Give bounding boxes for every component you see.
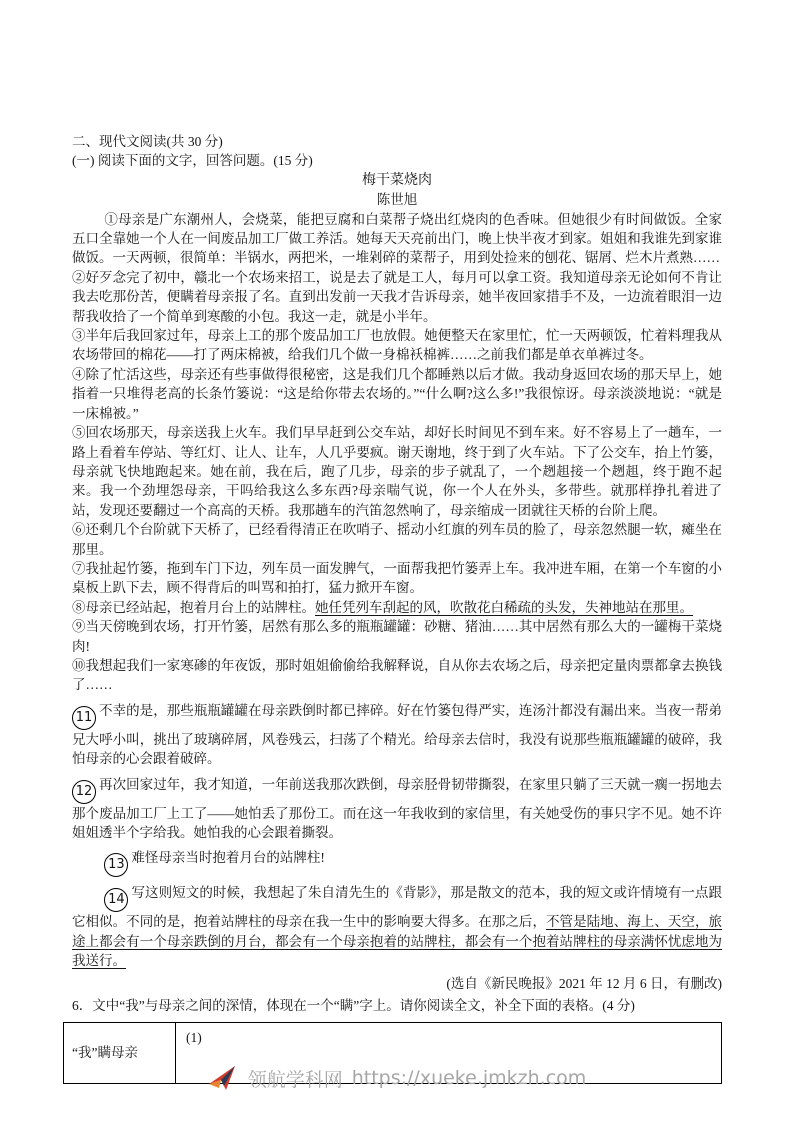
text-segment: ⑤回农场那天，母亲送我上火车。我们早早赶到公交车站，却好长时间见不到车来。好不容易上了一趟车，一路上看着车停站、等红灯、让人、让车，人几乎要疯。谢天谢地，终于到了火车站。下了公交车，抬上竹篓，母亲就飞快地跑起来。她在前，我在后，跑了几步，母亲的步子就乱了，一个趔趄接一个趔趄，终于跑不起来。我一个劲埋怨母亲，干吗给我这么多东西?母亲喘气说，你一个人在外头，多带些。就那样挣扎着进了站，发现还要翻过一个高高的天桥。我那趟车的汽笛忽然响了，母亲缩成一团就往天桥的台阶上爬。 xyxy=(72,425,722,518)
text-segment: ⑧母亲已经站起，抱着月台上的站牌柱。 xyxy=(72,599,315,615)
article-author: 陈世旭 xyxy=(376,192,418,208)
paragraph xyxy=(72,365,722,423)
text-segment: ⑩我想起我们一家寒碜的年夜饭，那时姐姐偷偷给我解释说，自从你去农场之后，母亲把定量肉票都拿去换钱了…… xyxy=(72,657,722,693)
watermark-site-name: 领航学科网 xyxy=(247,1068,343,1091)
watermark-url: https://xueke.jmkzh.com xyxy=(351,1067,587,1089)
text-segment: ④除了忙活这些，母亲还有些事做得很秘密，这是我们几个都睡熟以后才做。我动身返回农场的那天早上，她指着一只堆得老高的长条竹篓说：“这是给你带去农场的。”“什么啊?这么多!”我很惊讶。母亲淡淡地说：“就是一床棉被。” xyxy=(72,366,722,421)
paragraph xyxy=(72,326,722,365)
paragraph xyxy=(72,559,722,598)
paragraph xyxy=(72,210,722,268)
article-body xyxy=(72,210,722,971)
text-segment: ①母亲是广东潮州人，会烧菜，能把豆腐和白菜帮子烧出红烧肉的色香味。但她很少有时间做饭。全家五口全靠她一个人在一间废品加工厂做工养活。她每天天亮前出门，晚上快半夜才到家。姐姐和我谁先到家谁做饭。一天两顿，很简单：半锅水，两把米，一堆剁碎的菜帮子，用到处捡来的刨花、锯屑、烂木片煮熟…… xyxy=(72,211,722,266)
table-row-label: “我”瞒母亲 xyxy=(64,1023,176,1083)
circled-number: 14 xyxy=(104,888,128,912)
paragraph xyxy=(72,701,722,769)
text-segment: 写这则短文的时候，我想起了朱自清先生的《背影》，那是散文的范本，我的短文或许情境有一点跟它相似。不同的是，抱着站牌柱的母亲在我一生中的影响要大得多。在那之后， xyxy=(72,885,722,930)
table-answer-cell: (1) xyxy=(176,1023,722,1083)
underlined-text: 她任凭列车刮起的风，吹散花白稀疏的头发，失神地站在那里。 xyxy=(315,599,693,615)
paragraph xyxy=(72,656,722,695)
paragraph xyxy=(72,598,722,617)
circled-number: 12 xyxy=(72,780,96,804)
article-title: 梅干菜烧肉 xyxy=(362,172,432,188)
text-segment: 不幸的是，那些瓶瓶罐罐在母亲跌倒时都已摔碎。好在竹篓包得严实，连汤汁都没有漏出来。当夜一帮弟兄大呼小叫，挑出了玻璃碎屑，风卷残云，扫荡了个精光。给母亲去信时，我没有说那些瓶瓶罐罐的破碎，我怕母亲的心会跟着破碎。 xyxy=(72,702,722,767)
paragraph xyxy=(72,617,722,656)
watermark-footer xyxy=(0,1062,793,1094)
paragraph xyxy=(72,268,722,326)
exam-page-content xyxy=(72,132,722,1084)
text-segment: ⑦我扯起竹篓，拖到车门下边，列车员一面发脾气，一面帮我把竹篓弄上车。我冲进车厢，在第一个车窗的小桌板上趴下去，顾不得背后的叫骂和拍打，猛力掀开车窗。 xyxy=(72,560,722,596)
text-segment: ②好歹念完了初中，赣北一个农场来招工，说是去了就是工人，每月可以拿工资。我知道母亲无论如何不肯让我去吃那份苦，便瞒着母亲报了名。直到出发前一天我才告诉母亲，她半夜回家措手不及，一边流着眼泪一边帮我收拾了一个简单到寒酸的小包。我这一走，就是小半年。 xyxy=(72,269,722,324)
paragraph xyxy=(72,423,722,520)
underlined-text: 不管是陆地、海上、天空，旅途上都会有一个母亲跌倒的月台，都会有一个母亲抱着的站牌柱，都会有一个抱着站牌柱的母亲满怀忧虑地为我送行。 xyxy=(72,914,723,969)
text-segment: ③半年后我回家过年，母亲上工的那个废品加工厂也放假。她便整天在家里忙，忙一天两顿饭，忙着料理我从农场带回的棉花——打了两床棉被，给我们几个做一身棉袄棉裤……之前我们都是单衣单裤过冬。 xyxy=(72,328,722,363)
text-segment: ⑥还剩几个台阶就下天桥了，已经看得清正在吹哨子、摇动小红旗的列车员的脸了，母亲忽然腿一软，瘫坐在那里。 xyxy=(72,522,722,557)
text-segment: 再次回家过年，我才知道，一年前送我那次跌倒，母亲胫骨韧带撕裂，在家里只躺了三天就一瘸一拐地去那个废品加工厂上工了——她怕丢了那份工。而在这一年我收到的家信里，有关她受伤的事只字不见。她不许姐姐透半个字给我。她怕我的心会跟着撕裂。 xyxy=(72,776,722,840)
question-6: 6．文中“我”与母亲之间的深情，体现在一个“瞒”字上。请你阅读全文，补全下面的表格。(4 分) xyxy=(72,998,635,1014)
paragraph xyxy=(72,520,722,559)
text-segment: 难怪母亲当时抱着月台的站牌柱! xyxy=(131,850,325,866)
article-source: (选自《新民晚报》2021 年 12 月 6 日，有删改) xyxy=(446,975,722,991)
site-logo-icon xyxy=(207,1062,239,1094)
circled-number: 13 xyxy=(104,853,128,877)
section-heading: 二、现代文阅读(共 30 分) xyxy=(72,134,223,149)
text-segment: ⑨当天傍晚到农场，打开竹篓，居然有那么多的瓶瓶罐罐：砂糖、猪油……其中居然有那么大的一罐梅干菜烧肉! xyxy=(72,619,722,654)
paragraph xyxy=(72,883,722,970)
subsection-heading: (一) 阅读下面的文字，回答问题。(15 分) xyxy=(72,153,313,169)
paragraph xyxy=(72,775,722,843)
paragraph xyxy=(72,848,722,877)
circled-number: 11 xyxy=(72,706,96,730)
